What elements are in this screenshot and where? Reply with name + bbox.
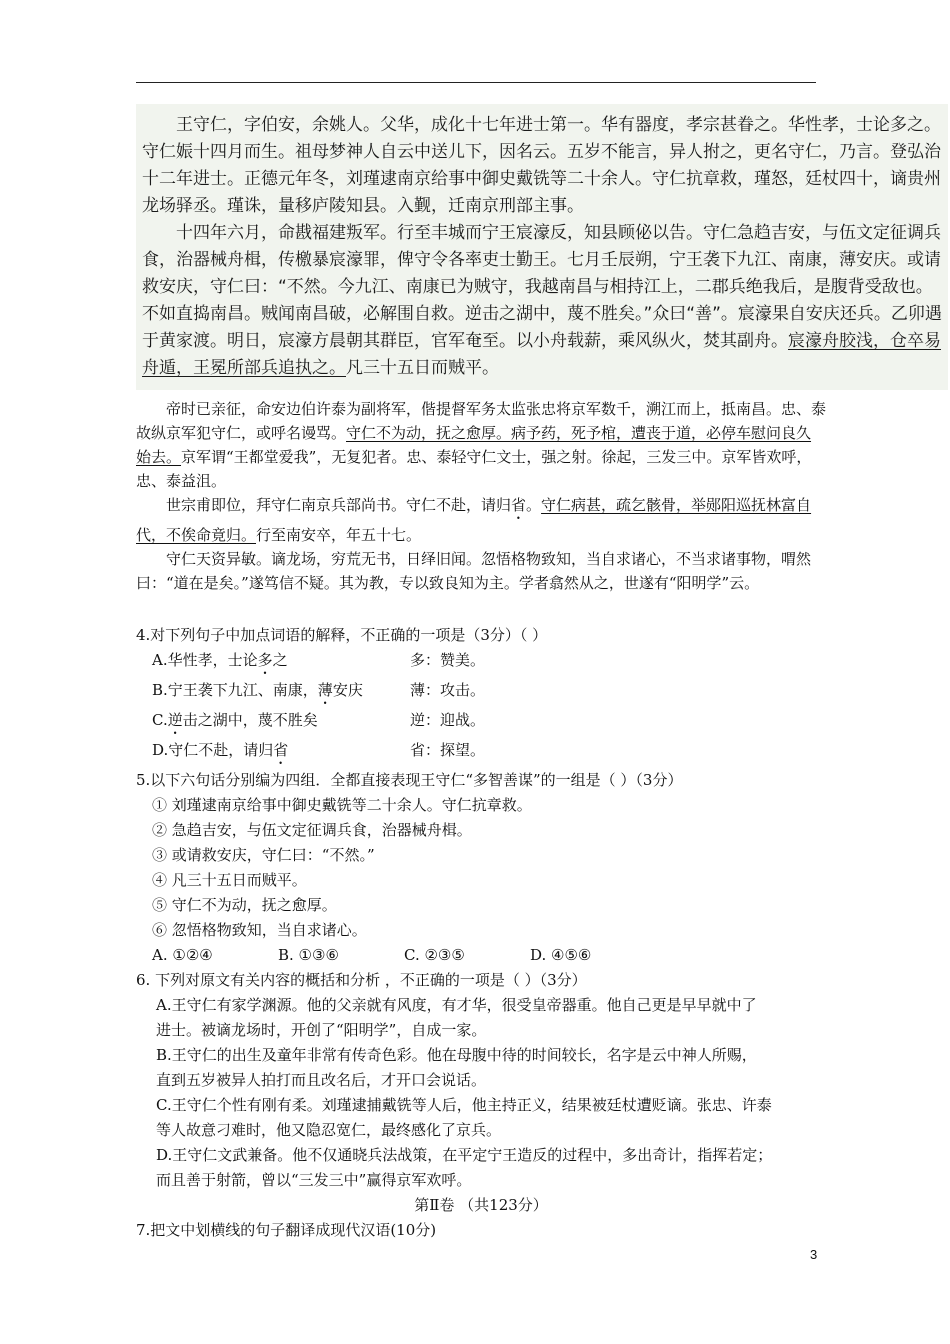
header-rule	[136, 82, 816, 83]
question-6-option-b-line-2: 直到五岁被异人拍打而且改名后，才开口会说话。	[156, 1071, 487, 1089]
option-explanation: 薄：攻击。	[410, 681, 486, 699]
question-6-option-d-line-1: D.王守仁文武兼备。他不仅通晓兵法战策，在平定宁王造反的过程中，多出奇计，指挥若定；	[156, 1146, 773, 1164]
underlined-sentence-1: 宸濠舟胶浅，仓卒易舟遁，王冕所部兵追执之。	[142, 331, 941, 378]
option-text: A.华性孝，士论	[152, 651, 258, 669]
paragraph-3-text-a: 帝时已亲征，命安边伯许泰为副将军，偕提督军务太监张忠将京军数千，溯江而上，抵南昌。忠、泰故纵京军犯守仁，或呼名谩骂。	[136, 400, 827, 442]
underlined-sentence-2: 守仁不为动，抚之愈厚。病予药，死予棺，遭丧于道，必停车慰问良久始去。	[136, 424, 812, 466]
dotted-word: 多	[257, 651, 273, 669]
question-6-option-d-line-2: 而且善于射箭，曾以“三发三中”赢得京军欢呼。	[156, 1171, 472, 1189]
question-6-option-a-line-1: A.王守仁有家学渊源。他的父亲就有风度，有才华，很受皇帝器重。他自己更是早早就中了	[156, 996, 757, 1014]
question-4-option-c	[136, 708, 826, 738]
question-6-option-b-line-1: B.王守仁的出生及童年非常有传奇色彩。他在母腹中待的时间较长，名字是云中神人所赐，	[156, 1046, 757, 1064]
underlined-sentence-3: 守仁病甚，疏乞骸骨，举郧阳巡抚林富自代，不俟命竟归。	[136, 496, 812, 544]
option-text: 击之湖中，蔑不胜矣	[182, 711, 318, 729]
passage-paragraph-1: 王守仁，字伯安，余姚人。父华，成化十七年进士第一。华有器度，孝宗甚眷之。华性孝，士论多之。守仁娠十四月而生。祖母梦神人自云中送儿下，因名云。五岁不能言，异人拊之，更名守仁，乃言。登弘治十二年进士。正德元年冬，刘瑾逮南京给事中御史戴铣等二十余人。守仁抗章救，瑾怒，廷杖四十，谪贵州龙场驿丞。瑾诛，量移庐陵知县。入觐，迁南京刑部主事。	[142, 115, 941, 216]
choice-b: B. ①③⑥	[278, 946, 339, 964]
option-text: B.宁王袭下九江、南康，	[152, 681, 318, 699]
passage-paragraph-2	[142, 220, 942, 382]
passage-paragraph-2-text: 十四年六月，命戡福建叛军。行至丰城而宁王宸濠反，知县顾佖以告。守仁急趋吉安，与伍文定征调兵食，治器械舟楫，传檄暴宸濠罪，俾守令各率吏士勤王。七月壬辰朔，宁王袭下九江、南康，薄安庆。或请救安庆，守仁曰：“不然。今九江、南康已为贼守，我越南昌与相持江上，二郡兵绝我后，是腹背受敌也。不如直捣南昌。贼闻南昌破，必解围自救。逆击之湖中，蔑不胜矣。”众曰“善”。宸濠果自安庆还兵。乙卯遇于黄家渡。明日，宸濠方晨朝其群臣，官军奄至。以小舟载薪，乘风纵火，焚其副舟。	[142, 223, 942, 351]
dotted-word: 省	[273, 741, 289, 759]
paragraph-4-sep: 。	[526, 496, 542, 514]
option-text: 安庆	[332, 681, 363, 699]
question-6-title: 6. 下列对原文有关内容的概括和分析 ，不正确的一项是（ ）（3分）	[136, 971, 587, 989]
question-6-option-c-line-1: C.王守仁个性有刚有柔。刘瑾逮捕戴铣等人后，他主持正义，结果被廷杖遭贬谪。张忠、许泰	[156, 1096, 772, 1114]
passage-body	[136, 397, 826, 595]
passage-paragraph-5: 守仁天资异敏。谪龙场，穷荒无书，日绎旧闻。忽悟格物致知，当自求诸心，不当求诸事物，喟然曰：“道在是矣。”遂笃信不疑。其为教，专以致良知为主。学者翕然从之，世遂有“阳明学”云。	[136, 550, 812, 592]
dotted-word: 逆	[167, 711, 183, 729]
question-5-item: ⑤ 守仁不为动，抚之愈厚。	[152, 896, 337, 914]
paragraph-3-text-b: 京军谓“王都堂爱我”，无复犯者。忠、泰轻守仁文士，强之射。徐起，三发三中。京军皆欢呼，忠、泰益沮。	[136, 448, 812, 490]
question-4-option-a	[136, 648, 826, 678]
question-4-title: 4.对下列句子中加点词语的解释，不正确的一项是（3分）（ ）	[136, 626, 548, 644]
dotted-word: 薄	[317, 681, 333, 699]
question-5-item: ① 刘瑾逮南京给事中御史戴铣等二十余人。守仁抗章救。	[152, 796, 532, 814]
passage-paragraph-3	[136, 397, 826, 493]
question-4-option-d	[136, 738, 826, 768]
question-6-option-c-line-2: 等人故意刁难时，他又隐忍宽仁，最终感化了京兵。	[156, 1121, 502, 1139]
option-explanation: 多：赞美。	[410, 651, 486, 669]
questions-section	[136, 623, 826, 1243]
page-number: 3	[810, 1247, 818, 1262]
option-text: 之	[272, 651, 288, 669]
passage-paragraph-4	[136, 493, 826, 547]
question-5-choices	[136, 943, 826, 968]
scanned-passage	[136, 104, 948, 390]
option-explanation: 省：探望。	[410, 741, 486, 759]
question-5-item: ④ 凡三十五日而贼平。	[152, 871, 307, 889]
question-5-item: ② 急趋吉安，与伍文定征调兵食，治器械舟楫。	[152, 821, 472, 839]
question-5-item: ③ 或请救安庆，守仁曰：“不然。”	[152, 846, 375, 864]
paragraph-4-text-b: 行至南安卒，年五十七。	[256, 526, 422, 544]
choice-a: A. ①②④	[152, 946, 213, 964]
choice-c: C. ②③⑤	[404, 946, 465, 964]
option-text: D.守仁不赴，请归	[152, 741, 274, 759]
passage-paragraph-2-end: 凡三十五日而贼平。	[346, 358, 499, 378]
section-2-heading: 第Ⅱ卷 （共123分）	[414, 1196, 548, 1214]
question-5-item: ⑥ 忽悟格物致知，当自求诸心。	[152, 921, 367, 939]
choice-d: D. ④⑤⑥	[530, 946, 592, 964]
dotted-word: 省	[511, 496, 527, 514]
question-6-option-a-line-2: 进士。被谪龙场时，开创了“阳明学”，自成一家。	[156, 1021, 487, 1039]
paragraph-4-text-a: 世宗甫即位，拜守仁南京兵部尚书。守仁不赴，请归	[166, 496, 512, 514]
option-explanation: 逆：迎战。	[410, 711, 486, 729]
question-7-title: 7.把文中划横线的句子翻译成现代汉语(10分)	[136, 1221, 437, 1239]
option-text: C.	[152, 711, 168, 729]
question-4-option-b	[136, 678, 826, 708]
question-5-title: 5.以下六句话分别编为四组．全都直接表现王守仁“多智善谋”的一组是（ ）（3分）	[136, 771, 683, 789]
